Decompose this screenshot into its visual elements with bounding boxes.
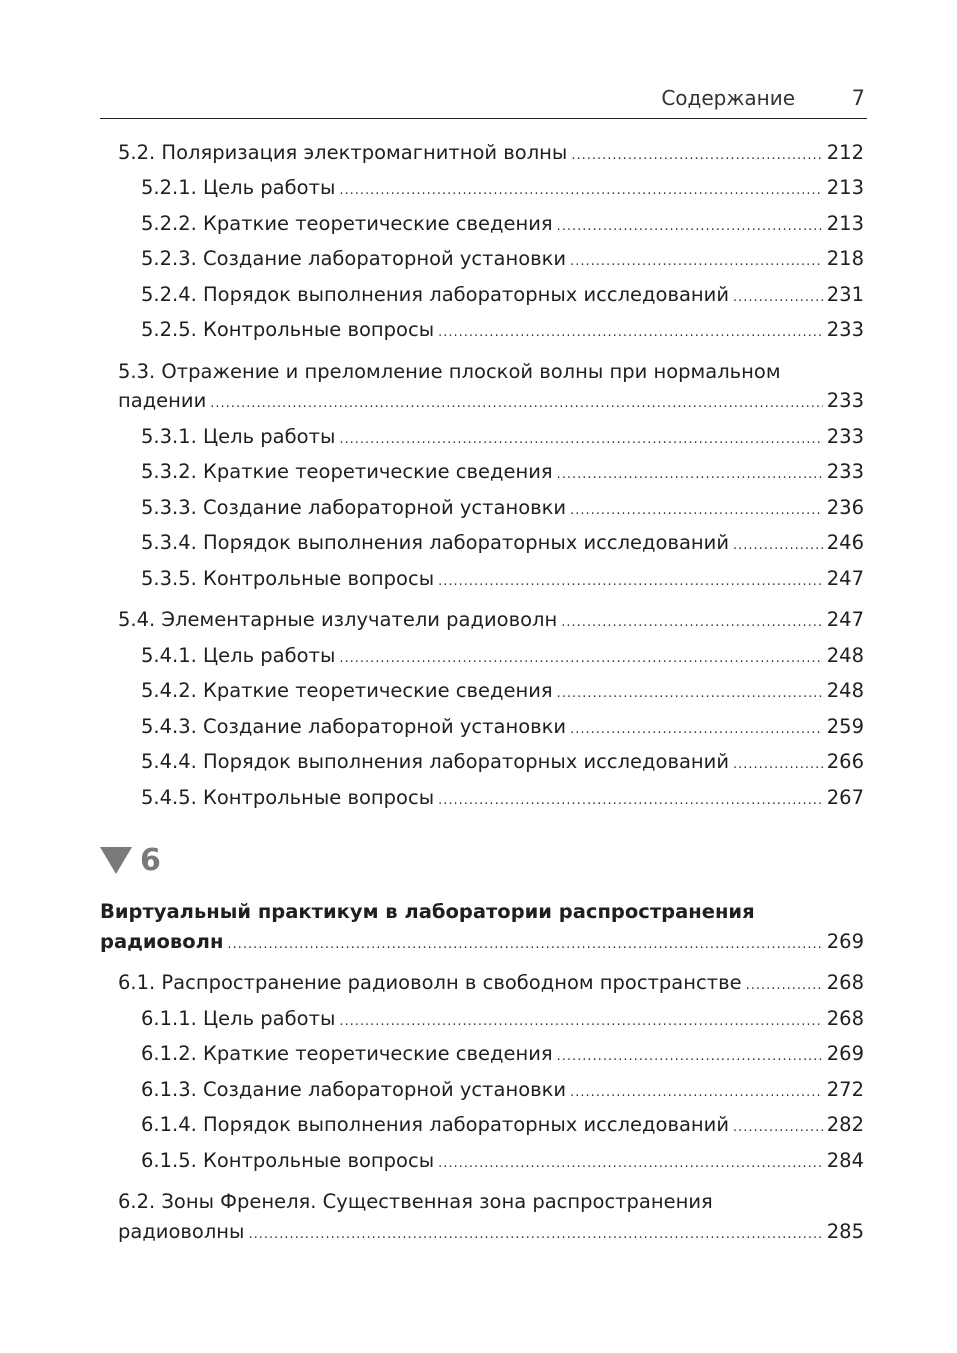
- toc-entry-6-1-3[interactable]: 6.1.3. Создание лабораторной установки ..... 272: [141, 1078, 864, 1105]
- toc-entry-5-2-4[interactable]: 5.2.4. Порядок выполнения лабораторных исследований ..... 231: [141, 283, 864, 310]
- toc-entry-6-1-4[interactable]: 6.1.4. Порядок выполнения лабораторных исследований ..... 282: [141, 1113, 864, 1140]
- toc-entry-5-3-2[interactable]: 5.3.2. Краткие теоретические сведения ..... 233: [141, 460, 864, 487]
- toc-entry-chapter-6[interactable]: радиоволн ..... 269: [100, 930, 864, 957]
- toc-entry-5-2-3[interactable]: 5.2.3. Создание лабораторной установки ..... 218: [141, 247, 864, 274]
- toc-entry-5-3[interactable]: падении ..... 233: [118, 389, 864, 416]
- toc-entry-5-3-5[interactable]: 5.3.5. Контрольные вопросы ..... 247: [141, 567, 864, 594]
- toc-entry-5-2-2[interactable]: 5.2.2. Краткие теоретические сведения ..... 213: [141, 212, 864, 239]
- toc-entry-5-3-3[interactable]: 5.3.3. Создание лабораторной установки ..... 236: [141, 496, 864, 523]
- running-header: [100, 82, 867, 119]
- chapter-title-line1[interactable]: Виртуальный практикум в лаборатории распространения: [100, 900, 755, 923]
- chapter-number: 6: [140, 843, 161, 878]
- toc-entry-6-2[interactable]: радиоволны ..... 285: [118, 1220, 864, 1247]
- toc-entry-5-3-1[interactable]: 5.3.1. Цель работы ..... 233: [141, 425, 864, 452]
- toc-entry-5-2-5[interactable]: 5.2.5. Контрольные вопросы ..... 233: [141, 318, 864, 345]
- chapter-marker: [100, 843, 161, 878]
- toc-entry-5-4[interactable]: 5.4. Элементарные излучатели радиоволн ..... 247: [118, 608, 864, 635]
- toc-entry-6-2-line1[interactable]: 6.2. Зоны Френеля. Существенная зона распространения: [118, 1190, 713, 1213]
- toc-entry-5-4-2[interactable]: 5.4.2. Краткие теоретические сведения ..... 248: [141, 679, 864, 706]
- page-number: 7: [851, 86, 865, 110]
- toc-entry-6-1-2[interactable]: 6.1.2. Краткие теоретические сведения ..... 269: [141, 1042, 864, 1069]
- toc-entry-5-4-3[interactable]: 5.4.3. Создание лабораторной установки ..... 259: [141, 715, 864, 742]
- toc-entry-6-1[interactable]: 6.1. Распространение радиоволн в свободном пространстве ..... 268: [118, 971, 864, 998]
- toc-entry-5-4-1[interactable]: 5.4.1. Цель работы ..... 248: [141, 644, 864, 671]
- toc-entry-5-4-4[interactable]: 5.4.4. Порядок выполнения лабораторных исследований ..... 266: [141, 750, 864, 777]
- toc-entry-6-1-1[interactable]: 6.1.1. Цель работы ..... 268: [141, 1007, 864, 1034]
- toc-entry-5-3-4[interactable]: 5.3.4. Порядок выполнения лабораторных исследований ..... 246: [141, 531, 864, 558]
- toc-entry-5-2[interactable]: 5.2. Поляризация электромагнитной волны ..... 212: [118, 141, 864, 168]
- toc-entry-5-3-line1[interactable]: 5.3. Отражение и преломление плоской волны при нормальном: [118, 360, 781, 383]
- header-title: Содержание: [661, 86, 795, 110]
- triangle-down-icon: [100, 847, 132, 874]
- toc-entry-5-2-1[interactable]: 5.2.1. Цель работы ..... 213: [141, 176, 864, 203]
- toc-entry-6-1-5[interactable]: 6.1.5. Контрольные вопросы ..... 284: [141, 1149, 864, 1176]
- toc-entry-5-4-5[interactable]: 5.4.5. Контрольные вопросы ..... 267: [141, 786, 864, 813]
